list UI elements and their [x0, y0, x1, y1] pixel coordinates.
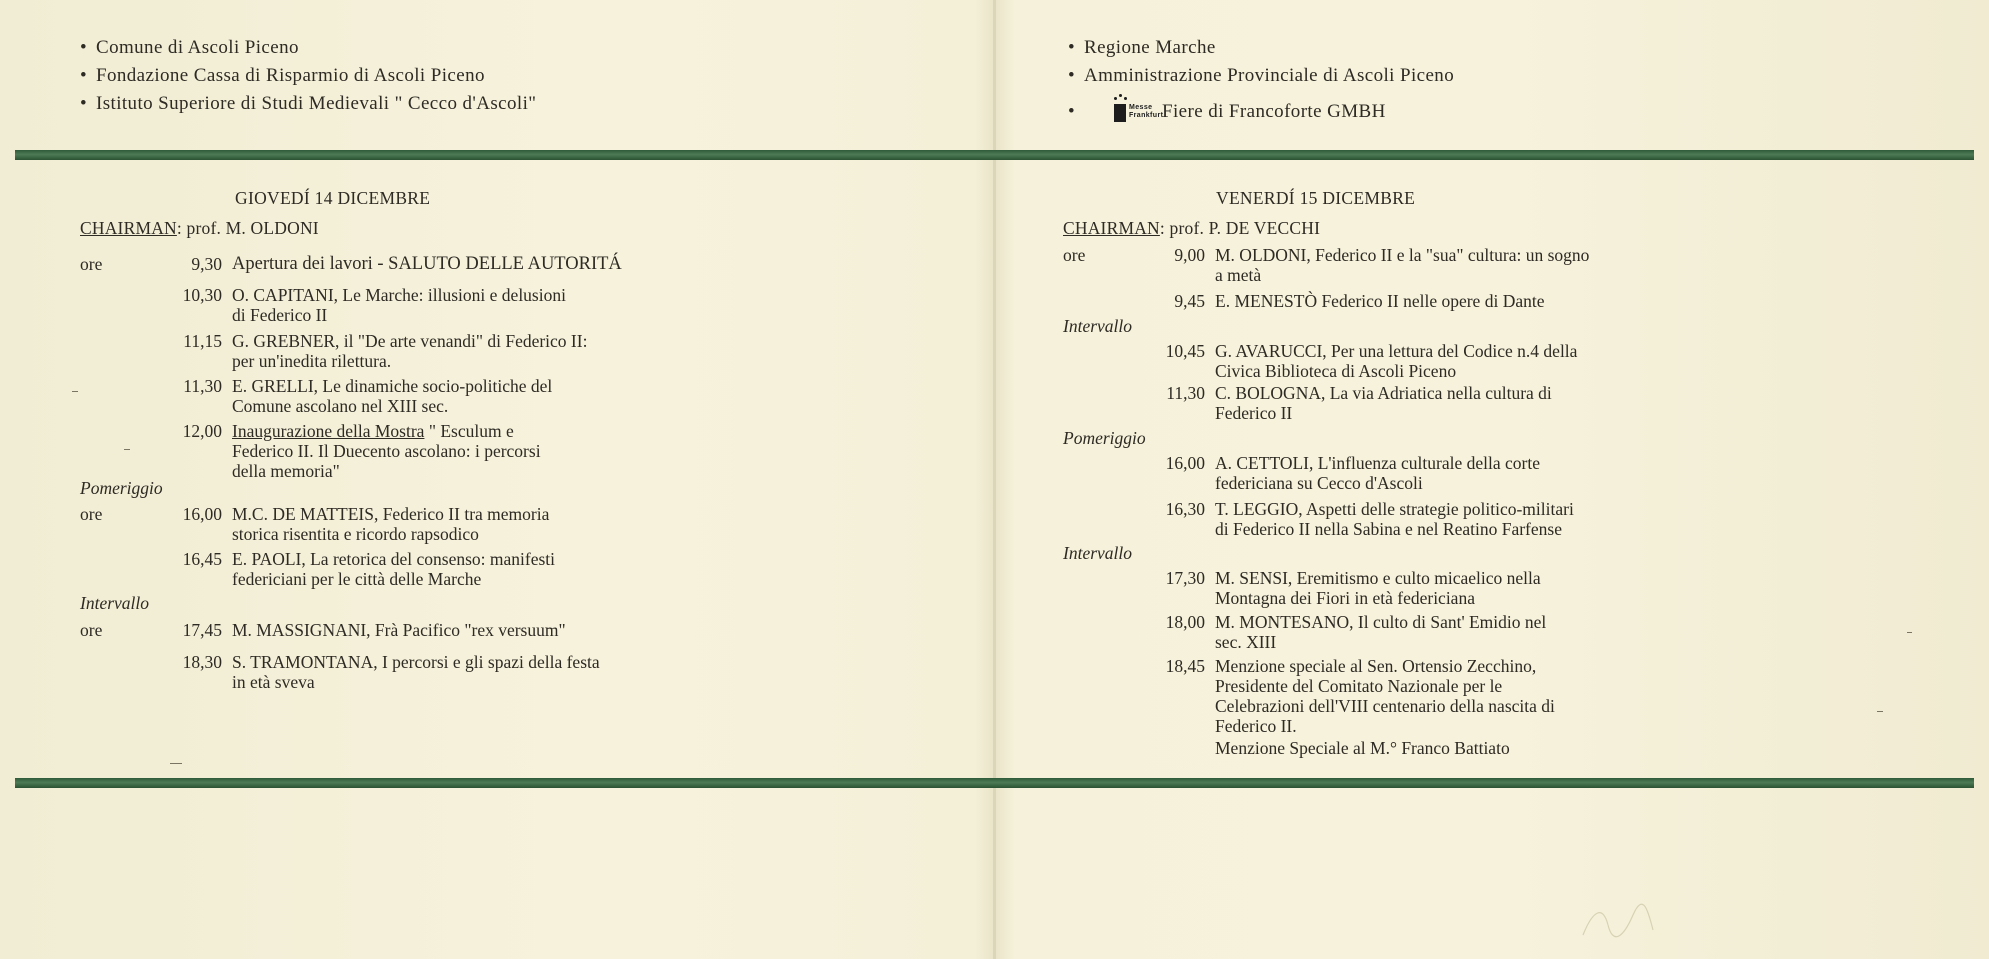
scan-mark: [1907, 632, 1912, 633]
sponsor-fondazione: • Fondazione Cassa di Risparmio di Ascoli Piceno: [80, 65, 485, 86]
green-band-bottom: [15, 778, 1974, 788]
scan-mark: [72, 391, 78, 392]
scan-mark: [170, 763, 182, 764]
pomeriggio-label: Pomeriggio: [1063, 428, 1146, 448]
sponsor-comune: • Comune di Ascoli Piceno: [80, 37, 299, 58]
pomeriggio-label: Pomeriggio: [80, 478, 163, 498]
sponsors-right: [1068, 34, 1454, 126]
sponsor-istituto: • Istituto Superiore di Studi Medievali " Cecco d'Ascoli": [80, 93, 537, 114]
messe-frankfurt-logo-icon: Messe Frankfurt: [1084, 102, 1156, 124]
intervallo-label: Intervallo: [1063, 316, 1133, 336]
day1-title: GIOVEDÍ 14 DICEMBRE: [235, 188, 431, 208]
scan-mark: [124, 449, 130, 450]
day2-chairman: CHAIRMAN: prof. P. DE VECCHI: [1063, 218, 1321, 238]
faint-signature-icon: [1578, 900, 1658, 940]
sponsor-fiere: • Messe Frankfurt Fiere di Francoforte GMBH: [1068, 98, 1454, 126]
intervallo-label: Intervallo: [1063, 543, 1133, 563]
day2-title: VENERDÍ 15 DICEMBRE: [1216, 188, 1416, 208]
day1-chairman: CHAIRMAN: prof. M. OLDONI: [80, 218, 319, 238]
scan-mark: [1877, 711, 1883, 712]
center-fold: [993, 0, 996, 959]
green-band-top: [15, 150, 1974, 160]
sponsor-provincia: • Amministrazione Provinciale di Ascoli Piceno: [1068, 65, 1455, 86]
sponsor-regione: • Regione Marche: [1068, 37, 1216, 58]
sponsors-left: [80, 34, 536, 118]
intervallo-label: Intervallo: [80, 593, 150, 613]
